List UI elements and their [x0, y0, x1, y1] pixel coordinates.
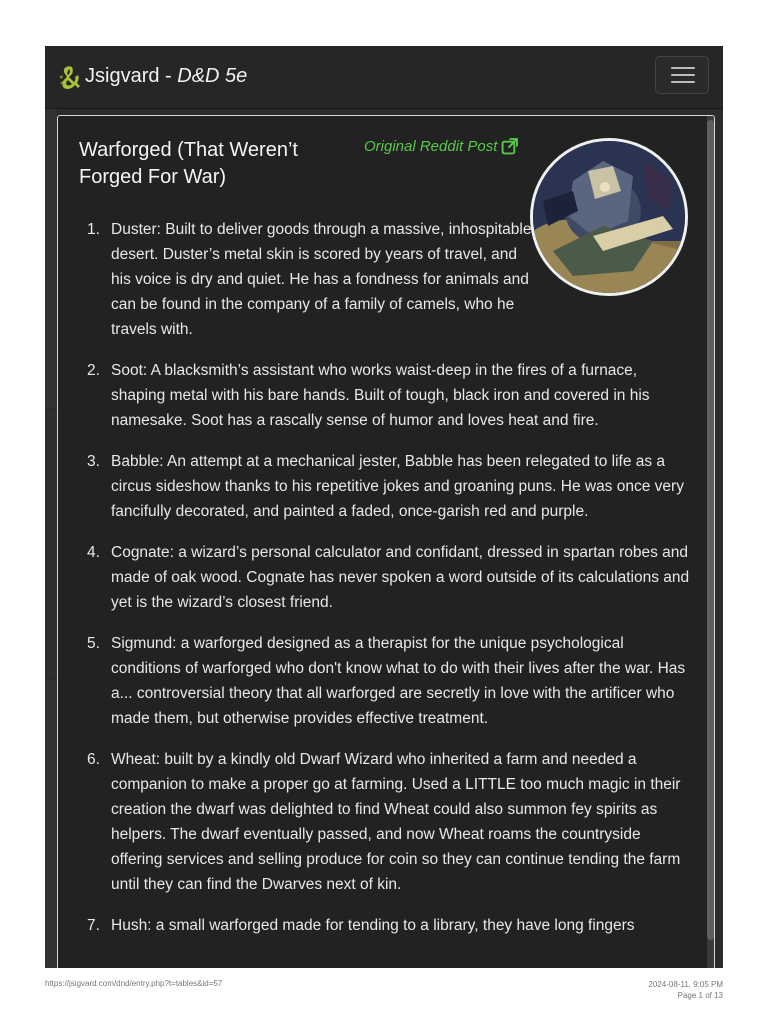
- list-item-text: Soot: A blacksmith’s assistant who works waist-deep in the fires of a furnace, shaping metal with his bare hands. Built of tough, black iron and covered in his namesake. Soot has a rascally sense of humor and loves heat and fire.: [111, 362, 650, 429]
- link-label: Original Reddit Post: [364, 138, 498, 155]
- list-item: [81, 631, 691, 731]
- image-float-spacer: [541, 217, 701, 343]
- hamburger-menu-icon: [671, 74, 695, 76]
- brand-name: Jsigvard -: [85, 65, 178, 87]
- warforged-list: [81, 217, 691, 954]
- list-item-number: 2.: [87, 362, 100, 379]
- hamburger-menu-icon: [671, 67, 695, 69]
- footer-page-number: Page 1 of 13: [677, 991, 723, 1000]
- list-item: [81, 449, 691, 524]
- list-item: [81, 217, 691, 342]
- list-item-number: 4.: [87, 544, 100, 561]
- list-item-number: 6.: [87, 751, 100, 768]
- footer-datetime: 2024-08-11, 9:05 PM: [648, 980, 723, 989]
- list-item: [81, 913, 691, 938]
- list-item-number: 1.: [87, 221, 100, 238]
- original-reddit-post-link[interactable]: [364, 138, 518, 155]
- list-item-number: 5.: [87, 635, 100, 652]
- background-column: [45, 680, 57, 968]
- background-column: [45, 410, 57, 678]
- list-item-text: Duster: Built to deliver goods through a massive, inhospitable desert. Duster’s metal skin is scored by years of travel, and his voice is dry and quiet. He has a fondness for animals and can be found in the company of a family of camels, who he travels with.: [111, 221, 532, 338]
- list-item-text: Cognate: a wizard’s personal calculator and confidant, dressed in spartan robes and made of oak wood. Cognate has never spoken a word outside of its calculations and yet is the wizard’s closest friend.: [111, 544, 690, 611]
- list-item-number: 7.: [87, 917, 100, 934]
- footer-meta: [648, 979, 723, 1001]
- list-item: [81, 747, 691, 897]
- list-item-number: 3.: [87, 453, 100, 470]
- browser-page: [45, 46, 723, 968]
- scrollbar-thumb[interactable]: [707, 120, 714, 940]
- entry-title: Warforged (That Weren’t Forged For War): [79, 139, 298, 188]
- site-brand[interactable]: [85, 63, 247, 89]
- card-scrollbar[interactable]: [707, 116, 714, 968]
- ampersand-dragon-icon[interactable]: [57, 63, 81, 91]
- list-item: [81, 540, 691, 615]
- top-navbar: [45, 46, 723, 109]
- navbar-toggle-button[interactable]: [655, 56, 709, 94]
- list-item-text: Sigmund: a warforged designed as a therapist for the unique psychological conditions of warforged who don't know what to do with their lives after the war. Has a... controversial theory that all warforged are secretly in love with the artificer who made them, but otherwise provides effective treatment.: [111, 635, 686, 727]
- hamburger-menu-icon: [671, 81, 695, 83]
- entry-card: [57, 115, 715, 968]
- list-item-text: Babble: An attempt at a mechanical jester, Babble has been relegated to life as a circus sideshow thanks to his repetitive jokes and groaning puns. He was once very fancifully decorated, and painted a faded, once-garish red and purple.: [111, 453, 684, 520]
- list-item-text: Hush: a small warforged made for tending to a library, they have long fingers: [111, 917, 635, 934]
- list-item-text: Wheat: built by a kindly old Dwarf Wizard who inherited a farm and needed a companion to make a proper go at farming. Used a LITTLE too much magic in their creation the dwarf was delighted to find Wheat could also summon fey spirits as helpers. The dwarf eventually passed, and now Wheat roams the countryside offering services and selling produce for coin so they can continue tending the farm until they can find the Dwarves next of kin.: [111, 751, 681, 893]
- list-item: [81, 358, 691, 433]
- external-link-icon: [501, 138, 518, 155]
- footer-url: https://jsigvard.com/dnd/entry.php?t=tables&id=57: [45, 979, 223, 988]
- brand-subtitle: D&D 5e: [177, 65, 248, 87]
- background-column: [45, 108, 57, 408]
